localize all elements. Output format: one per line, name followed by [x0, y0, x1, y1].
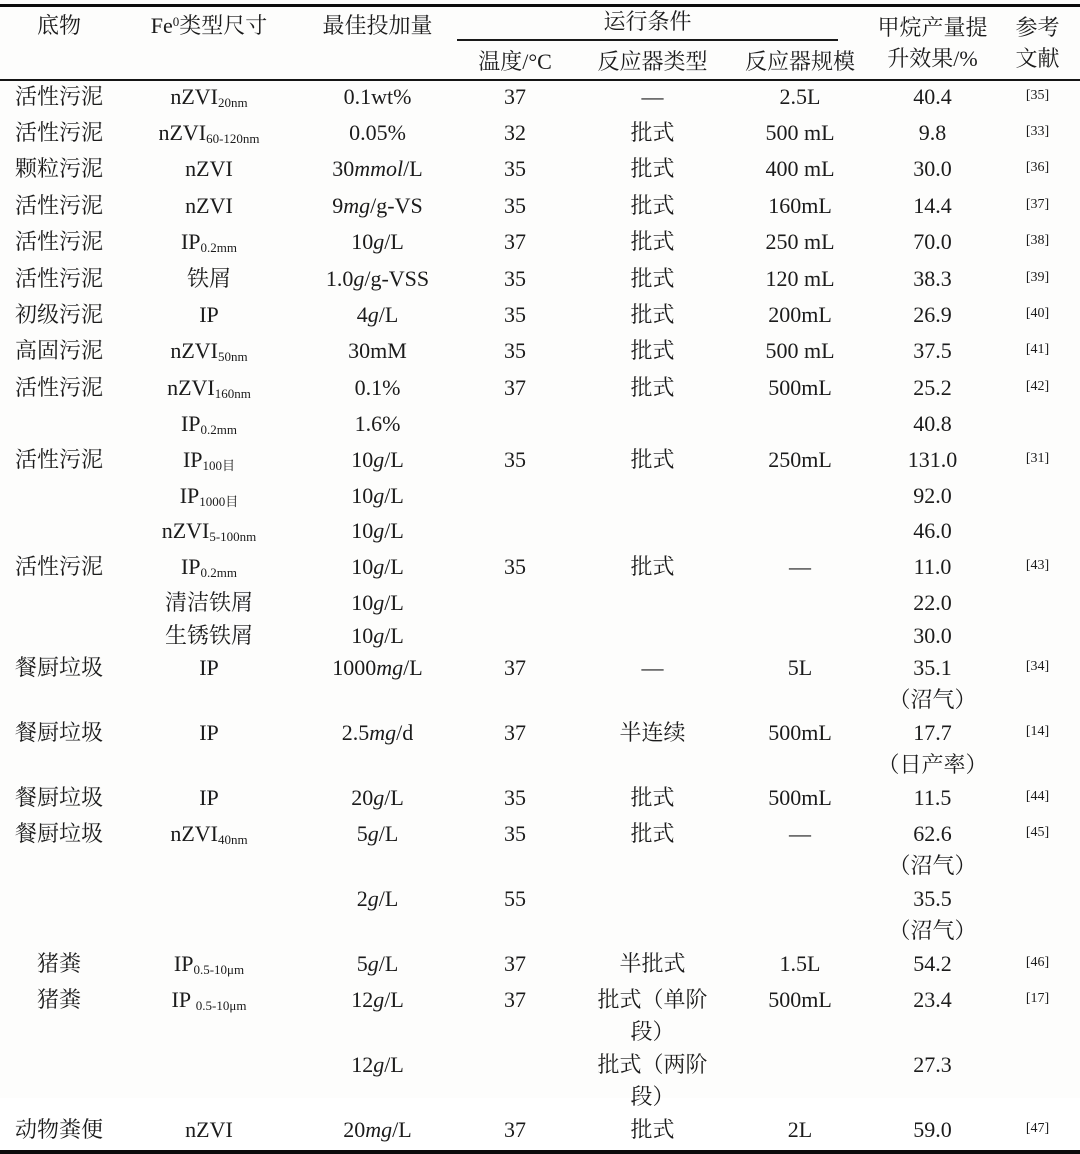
cell-reactor-type: 半连续: [619, 719, 686, 745]
cell-effect: 59.0: [913, 1116, 952, 1142]
cell-reactor-type: 批式: [630, 192, 675, 218]
cell-reactor-type: [575, 620, 730, 652]
cell-substrate: 猪粪: [36, 950, 81, 976]
table-row: [0, 551, 1080, 587]
cell-substrate: [0, 883, 118, 948]
cell-reactor-scale: 400 mL: [765, 156, 835, 182]
cell-ref: [31]: [1025, 450, 1050, 466]
cell-reactor-type: 批式: [630, 1116, 675, 1142]
cell-reactor-type: 批式: [630, 784, 675, 810]
col-header-dosage: 最佳投加量: [300, 6, 455, 80]
cell-reactor-type: 批式: [630, 265, 675, 291]
cell-dosage: 1000mg/L: [332, 655, 423, 680]
cell-ref: [43]: [1025, 557, 1050, 573]
table-row: [0, 372, 1080, 408]
cell-dosage: 30mM: [348, 338, 407, 364]
cell-substrate: 活性污泥: [14, 374, 103, 400]
cell-fe-type: IP: [199, 719, 219, 745]
cell-effect: 70.0: [913, 229, 952, 255]
cell-reactor-type: [575, 883, 730, 948]
cell-temp: 37: [504, 83, 526, 109]
cell-substrate: [0, 480, 118, 515]
cell-reactor-type: 半批式: [619, 950, 686, 976]
cell-temp: [455, 1049, 575, 1114]
cell-temp: 35: [504, 784, 526, 810]
cell-effect: 35.1 （沼气）: [888, 655, 977, 713]
cell-temp: 55: [504, 885, 526, 911]
cell-temp: 37: [504, 950, 526, 976]
cell-effect: 40.8: [913, 411, 952, 437]
cell-substrate: 活性污泥: [14, 553, 103, 579]
cell-effect: 131.0: [907, 446, 958, 472]
cell-substrate: [0, 408, 118, 443]
cell-dosage: 1.0g/g-VSS: [325, 265, 430, 291]
cell-substrate: 颗粒污泥: [14, 156, 103, 182]
cell-fe-type: nZVI: [185, 1116, 233, 1142]
cell-ref: [995, 883, 1080, 948]
table-header: [0, 6, 1080, 80]
cell-effect: 22.0: [913, 590, 952, 616]
table-row: [0, 1049, 1080, 1114]
cell-temp: [455, 587, 575, 619]
cell-reactor-scale: 500 mL: [765, 338, 835, 364]
cell-reactor-scale: 250mL: [768, 446, 832, 472]
cell-reactor-scale: 500mL: [768, 719, 832, 745]
cell-reactor-scale: [730, 408, 870, 443]
cell-reactor-scale: 120 mL: [765, 265, 835, 291]
cell-ref: [995, 480, 1080, 515]
col-header-effect: 甲烷产量提 升效果/%: [870, 6, 995, 80]
table-row: [0, 1114, 1080, 1152]
cell-ref: [995, 620, 1080, 652]
cell-ref: [47]: [1025, 1120, 1050, 1136]
cell-reactor-type: [575, 587, 730, 619]
cell-dosage: 10g/L: [351, 518, 404, 544]
cell-fe-type: nZVI$_{50nm}$: [170, 338, 248, 365]
cell-substrate: 活性污泥: [14, 265, 103, 291]
cell-effect: 26.9: [913, 301, 952, 327]
cell-temp: 37: [504, 987, 526, 1013]
cell-substrate: 餐厨垃圾: [14, 719, 103, 745]
cell-reactor-scale: [730, 515, 870, 550]
cell-temp: 37: [504, 719, 526, 745]
cell-substrate: 活性污泥: [14, 229, 103, 255]
literature-comparison-table: [0, 4, 1080, 1154]
cell-fe-type: 生锈铁屑: [164, 622, 253, 648]
cell-reactor-scale: 2.5L: [779, 83, 821, 109]
cell-reactor-type: [575, 408, 730, 443]
cell-fe-type: 铁屑: [186, 265, 231, 291]
cell-temp: 37: [504, 1116, 526, 1142]
cell-fe-type: [118, 883, 300, 948]
cell-fe-type: IP $_{0.5-10\mu m}$: [171, 987, 247, 1014]
cell-substrate: 猪粪: [36, 987, 81, 1013]
table-row: [0, 717, 1080, 782]
cell-fe-type: IP: [199, 655, 219, 680]
col-header-reactor-type: 反应器类型: [575, 42, 730, 80]
cell-effect: 40.4: [913, 83, 952, 109]
cell-substrate: 高固污泥: [14, 338, 103, 364]
cell-reactor-type: 批式: [630, 229, 675, 255]
table-row: [0, 782, 1080, 818]
cell-ref: [41]: [1025, 342, 1050, 358]
cell-temp: 35: [504, 338, 526, 364]
table-row: [0, 818, 1080, 883]
cell-substrate: 餐厨垃圾: [14, 784, 103, 810]
cell-fe-type: nZVI$_{20nm}$: [170, 83, 248, 110]
cell-temp: 37: [504, 374, 526, 400]
cell-dosage: 0.1wt%: [343, 83, 412, 109]
cell-fe-type: nZVI$_{60-120nm}$: [158, 119, 260, 146]
cell-fe-type: $IP_{1000目}$: [179, 482, 239, 509]
cell-temp: 32: [504, 119, 526, 145]
cell-effect: 30.0: [913, 622, 952, 648]
cell-substrate: 活性污泥: [14, 119, 103, 145]
cell-reactor-type: —: [641, 83, 664, 109]
cell-fe-type: $IP_{0.5-10\mu m}$: [173, 950, 245, 977]
cell-ref: [40]: [1025, 305, 1050, 321]
cell-temp: 35: [504, 821, 526, 847]
cell-ref: [17]: [1025, 991, 1050, 1007]
cell-ref: [995, 587, 1080, 619]
cell-effect: 27.3: [913, 1051, 952, 1077]
cell-fe-type: nZVI: [185, 156, 233, 182]
table-row: [0, 620, 1080, 652]
cell-temp: 35: [504, 301, 526, 327]
cell-reactor-type: 批式: [630, 374, 675, 400]
cell-effect: 14.4: [913, 192, 952, 218]
cell-reactor-type: 批式: [630, 446, 675, 472]
cell-fe-type: $IP_{0.2mm}$: [180, 229, 238, 256]
col-header-conditions-group: [455, 6, 870, 42]
cell-reactor-type: 批式（两阶 段）: [597, 1051, 708, 1110]
cell-effect: 17.7 （日产率）: [877, 719, 988, 778]
cell-dosage: 9mg/g-VS: [332, 192, 423, 218]
cell-reactor-scale: —: [789, 553, 811, 579]
cell-effect: 92.0: [913, 482, 952, 508]
cell-dosage: 10g/L: [351, 553, 404, 579]
cell-effect: 23.4: [913, 987, 952, 1013]
cell-fe-type: IP: [199, 784, 219, 810]
cell-reactor-type: 批式: [630, 821, 675, 847]
cell-dosage: 0.1%: [354, 374, 401, 400]
cell-effect: 54.2: [913, 950, 952, 976]
cell-fe-type: nZVI: [185, 192, 233, 218]
table-row: [0, 263, 1080, 299]
cell-reactor-scale: [730, 480, 870, 515]
cell-temp: [455, 408, 575, 443]
cell-reactor-type: 批式: [630, 301, 675, 327]
cell-substrate: [0, 587, 118, 619]
cell-dosage: 20g/L: [351, 784, 404, 810]
cell-dosage: 10g/L: [351, 622, 404, 648]
cell-ref: [45]: [1025, 825, 1050, 841]
cell-ref: [33]: [1025, 123, 1050, 139]
cell-reactor-scale: [730, 587, 870, 619]
cell-dosage: 5g/L: [356, 950, 399, 976]
cell-temp: [455, 620, 575, 652]
cell-effect: 46.0: [913, 518, 952, 544]
cell-fe-type: $IP_{0.2mm}$: [180, 411, 238, 438]
cell-fe-type: [118, 1049, 300, 1114]
col-header-reference: 参考 文献: [995, 6, 1080, 80]
cell-temp: 35: [504, 553, 526, 579]
cell-substrate: 餐厨垃圾: [14, 821, 103, 847]
cell-substrate: 活性污泥: [14, 446, 103, 472]
cell-substrate: 餐厨垃圾: [14, 655, 103, 680]
table-body: [0, 80, 1080, 1153]
cell-ref: [35]: [1025, 87, 1050, 103]
cell-effect: 37.5: [913, 338, 952, 364]
cell-temp: [455, 515, 575, 550]
table-row: [0, 117, 1080, 153]
cell-reactor-scale: [730, 1049, 870, 1114]
cell-ref: [42]: [1025, 378, 1050, 394]
cell-reactor-scale: 5L: [787, 655, 813, 680]
cell-effect: 62.6 （沼气）: [888, 821, 977, 879]
cell-effect: 30.0: [913, 156, 952, 182]
cell-reactor-scale: [730, 620, 870, 652]
table-row: [0, 444, 1080, 480]
cell-ref: [34]: [1025, 659, 1050, 674]
table-row: [0, 226, 1080, 262]
table-row: [0, 587, 1080, 619]
cell-temp: 35: [504, 446, 526, 472]
table-row: [0, 883, 1080, 948]
col-header-substrate: 底物: [0, 6, 118, 80]
cell-reactor-type: 批式: [630, 119, 675, 145]
cell-ref: [39]: [1025, 269, 1050, 285]
cell-dosage: 12g/L: [351, 987, 404, 1013]
col-header-temperature: 温度/°C: [455, 42, 575, 80]
table-row: [0, 80, 1080, 117]
table-row: [0, 335, 1080, 371]
cell-reactor-type: [575, 515, 730, 550]
conditions-group-label: 运行条件: [457, 7, 838, 41]
cell-ref: [995, 408, 1080, 443]
cell-dosage: 20mg/L: [343, 1116, 412, 1142]
cell-ref: [995, 1049, 1080, 1114]
cell-dosage: 0.05%: [349, 119, 406, 145]
cell-reactor-scale: 500mL: [768, 987, 832, 1013]
cell-substrate: 初级污泥: [14, 301, 103, 327]
cell-dosage: 2g/L: [356, 885, 399, 911]
cell-fe-type: $IP_{0.2mm}$: [180, 553, 238, 580]
cell-effect: 25.2: [913, 374, 952, 400]
table-row: [0, 515, 1080, 550]
cell-reactor-scale: [730, 883, 870, 948]
cell-substrate: 动物粪便: [14, 1116, 103, 1142]
cell-effect: 9.8: [918, 119, 947, 145]
cell-reactor-scale: 1.5L: [779, 950, 821, 976]
cell-substrate: [0, 620, 118, 652]
cell-ref: [14]: [1025, 723, 1050, 739]
cell-ref: [995, 515, 1080, 550]
cell-reactor-type: 批式: [630, 338, 675, 364]
cell-temp: 37: [504, 655, 526, 680]
cell-dosage: 12g/L: [351, 1051, 404, 1077]
cell-reactor-scale: —: [789, 821, 811, 847]
cell-ref: [38]: [1025, 233, 1050, 249]
cell-substrate: [0, 1049, 118, 1114]
cell-fe-type: 清洁铁屑: [164, 590, 253, 616]
cell-fe-type: IP: [199, 301, 219, 327]
cell-reactor-type: —: [641, 655, 664, 680]
cell-reactor-scale: 2L: [787, 1116, 813, 1142]
cell-reactor-type: 批式（单阶 段）: [597, 987, 708, 1045]
cell-dosage: 1.6%: [354, 411, 401, 437]
cell-dosage: 10g/L: [351, 482, 404, 508]
cell-temp: 35: [504, 265, 526, 291]
cell-reactor-scale: 200mL: [768, 301, 832, 327]
cell-dosage: 10g/L: [351, 590, 404, 616]
cell-dosage: 30mmol/L: [332, 156, 423, 182]
cell-reactor-scale: 500mL: [768, 784, 832, 810]
table-row: [0, 299, 1080, 335]
table-row: [0, 984, 1080, 1049]
table-row: [0, 408, 1080, 443]
cell-fe-type: $IP_{100目}$: [182, 446, 236, 473]
cell-fe-type: nZVI$_{40nm}$: [170, 821, 248, 848]
cell-dosage: 2.5mg/d: [341, 719, 414, 745]
cell-effect: 11.0: [913, 553, 952, 579]
cell-effect: 38.3: [913, 265, 952, 291]
cell-dosage: 5g/L: [356, 821, 399, 847]
cell-effect: 35.5 （沼气）: [888, 885, 977, 944]
cell-temp: 35: [504, 192, 526, 218]
cell-ref: [44]: [1025, 788, 1050, 804]
cell-effect: 11.5: [913, 784, 952, 810]
cell-temp: [455, 480, 575, 515]
cell-reactor-type: 批式: [630, 553, 675, 579]
col-header-fe-type: Fe$^0$类型尺寸: [118, 6, 300, 80]
cell-dosage: 10g/L: [351, 446, 404, 472]
cell-temp: 37: [504, 229, 526, 255]
cell-ref: [36]: [1025, 160, 1050, 176]
cell-reactor-scale: 500 mL: [765, 119, 835, 145]
cell-ref: [37]: [1025, 196, 1050, 212]
table-row: [0, 190, 1080, 226]
cell-reactor-type: [575, 480, 730, 515]
cell-ref: [46]: [1025, 954, 1050, 970]
cell-substrate: 活性污泥: [14, 83, 103, 109]
cell-reactor-type: 批式: [630, 156, 675, 182]
table-row: [0, 480, 1080, 515]
cell-reactor-scale: 250 mL: [765, 229, 835, 255]
table-row: [0, 948, 1080, 984]
col-header-reactor-scale: 反应器规模: [730, 42, 870, 80]
cell-fe-type: nZVI$_{160nm}$: [167, 374, 251, 401]
cell-substrate: [0, 515, 118, 550]
cell-temp: 35: [504, 156, 526, 182]
table-row: [0, 153, 1080, 189]
cell-reactor-scale: 160mL: [768, 192, 832, 218]
cell-substrate: 活性污泥: [14, 192, 103, 218]
cell-fe-type: nZVI$_{5-100nm}$: [161, 518, 257, 545]
cell-reactor-scale: 500mL: [768, 374, 832, 400]
table-row: [0, 652, 1080, 717]
cell-dosage: 4g/L: [356, 301, 399, 327]
cell-dosage: 10g/L: [351, 229, 404, 255]
